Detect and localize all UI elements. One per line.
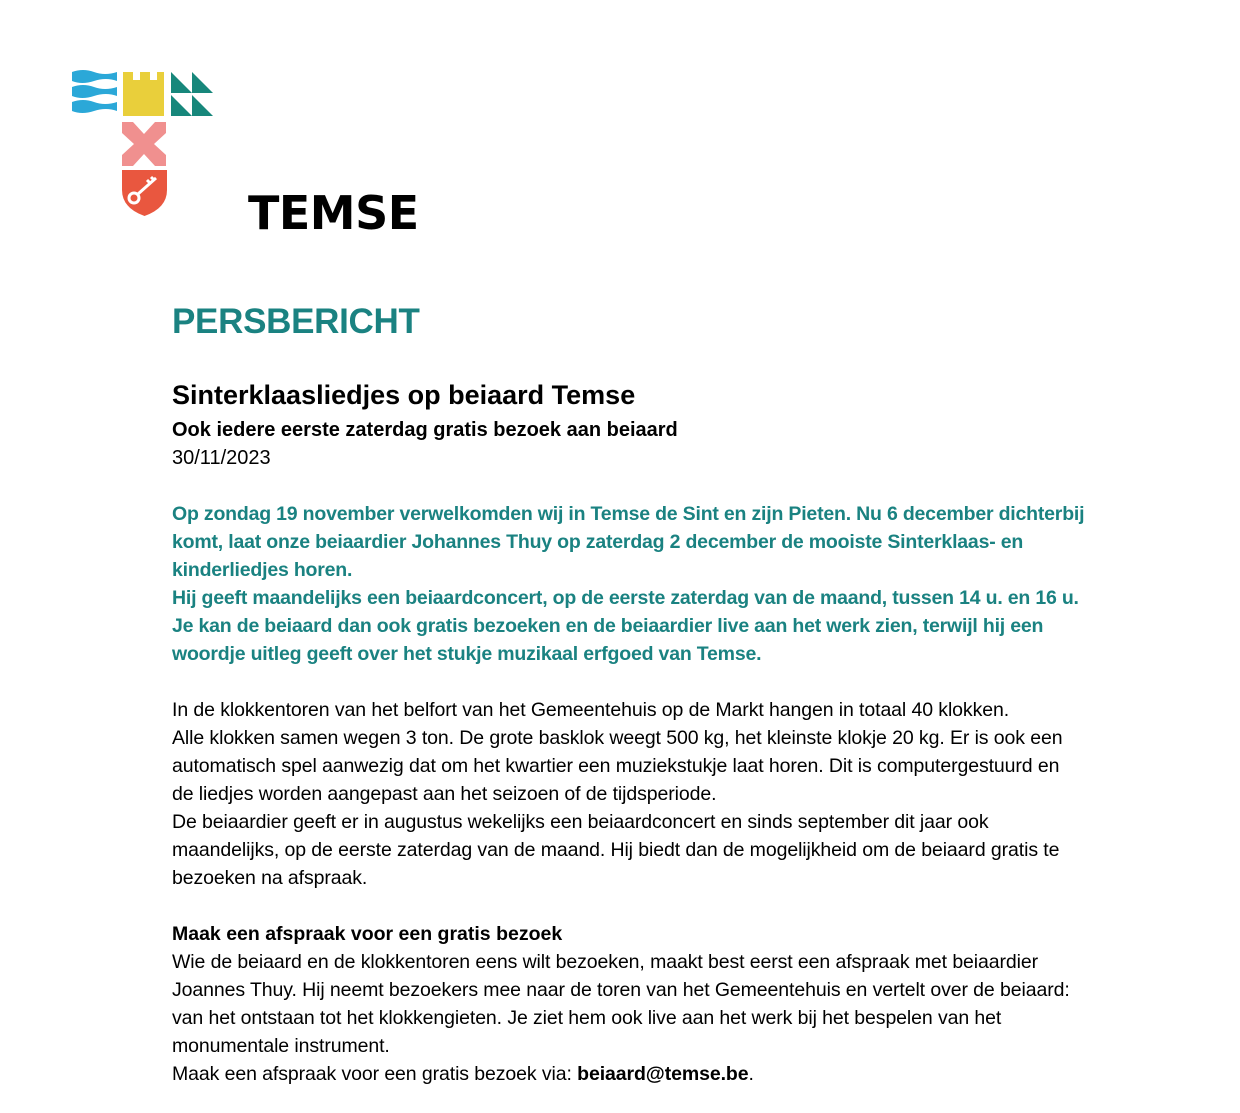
shield-icon — [122, 170, 167, 216]
section-heading: Maak een afspraak voor een gratis bezoek — [172, 923, 563, 945]
lead-line: Hij geeft maandelijks een beiaardconcert, op de eerste zaterdag van de maand, tussen 14 u. en 16 u. — [172, 587, 1079, 609]
section-line: Wie de beiaard en de klokkentoren eens wilt bezoeken, maakt best eerst een afspraak met beiaardier — [172, 951, 1039, 973]
tower-icon — [123, 72, 164, 116]
body-line: maandelijks, op de eerste zaterdag van de maand. Hij biedt dan de mogelijkheid om de beiaard gratis te — [172, 839, 1060, 861]
lead-line: komt, laat onze beiaardier Johannes Thuy op zaterdag 2 december de mooiste Sinterklaas- en — [172, 531, 1024, 553]
body-paragraph — [172, 696, 1182, 892]
contact-suffix: . — [748, 1063, 754, 1085]
body-line: de liedjes worden aangepast aan het seizoen of de tijdsperiode. — [172, 783, 717, 805]
lead-line: woordje uitleg geeft over het stukje muzikaal erfgoed van Temse. — [172, 643, 762, 665]
body-line: bezoeken na afspraak. — [172, 867, 368, 889]
waves-icon — [72, 70, 117, 113]
contact-prefix: Maak een afspraak voor een gratis bezoek via: — [172, 1063, 578, 1085]
section-line: monumentale instrument. — [172, 1035, 390, 1057]
body-line: De beiaardier geeft er in augustus wekelijks een beiaardconcert en sinds september dit jaar ook — [172, 811, 989, 833]
section-paragraph — [172, 948, 1182, 1088]
temse-logo — [72, 70, 419, 240]
lead-line: Op zondag 19 november verwelkomden wij in Temse de Sint en zijn Pieten. Nu 6 december dichterbij — [172, 503, 1085, 525]
body-line: Alle klokken samen wegen 3 ton. De grote basklok weegt 500 kg, het kleinste klokje 20 kg. Er is ook een — [172, 727, 1063, 749]
contact-line — [172, 1060, 1182, 1088]
article-date: 30/11/2023 — [172, 447, 271, 469]
triangles-icon — [171, 72, 213, 116]
lead-line: kinderliedjes horen. — [172, 559, 353, 581]
lead-line: Je kan de beiaard dan ook gratis bezoeken en de beiaardier live aan het werk zien, terwijl hij een — [172, 615, 1044, 637]
section-line: van het ontstaan tot het klokkengieten. Je ziet hem ook live aan het werk bij het bespelen van het — [172, 1007, 1002, 1029]
contact-email-link[interactable]: beiaard@temse.be — [577, 1063, 749, 1085]
article-subtitle: Ook iedere eerste zaterdag gratis bezoek aan beiaard — [172, 419, 678, 441]
article-title: Sinterklaasliedjes op beiaard Temse — [172, 380, 636, 410]
cross-icon — [122, 122, 166, 166]
section-line: Joannes Thuy. Hij neemt bezoekers mee naar de toren van het Gemeentehuis en vertelt over de beiaard: — [172, 979, 1070, 1001]
logo-wordmark: TEMSE — [248, 186, 419, 240]
body-line: automatisch spel aanwezig dat om het kwartier een muziekstukje laat horen. Dit is computergestuurd en — [172, 755, 1060, 777]
body-line: In de klokkentoren van het belfort van het Gemeentehuis op de Markt hangen in totaal 40 klokken. — [172, 699, 1010, 721]
document-type-label: PERSBERICHT — [172, 302, 420, 341]
lead-paragraph — [172, 500, 1182, 668]
